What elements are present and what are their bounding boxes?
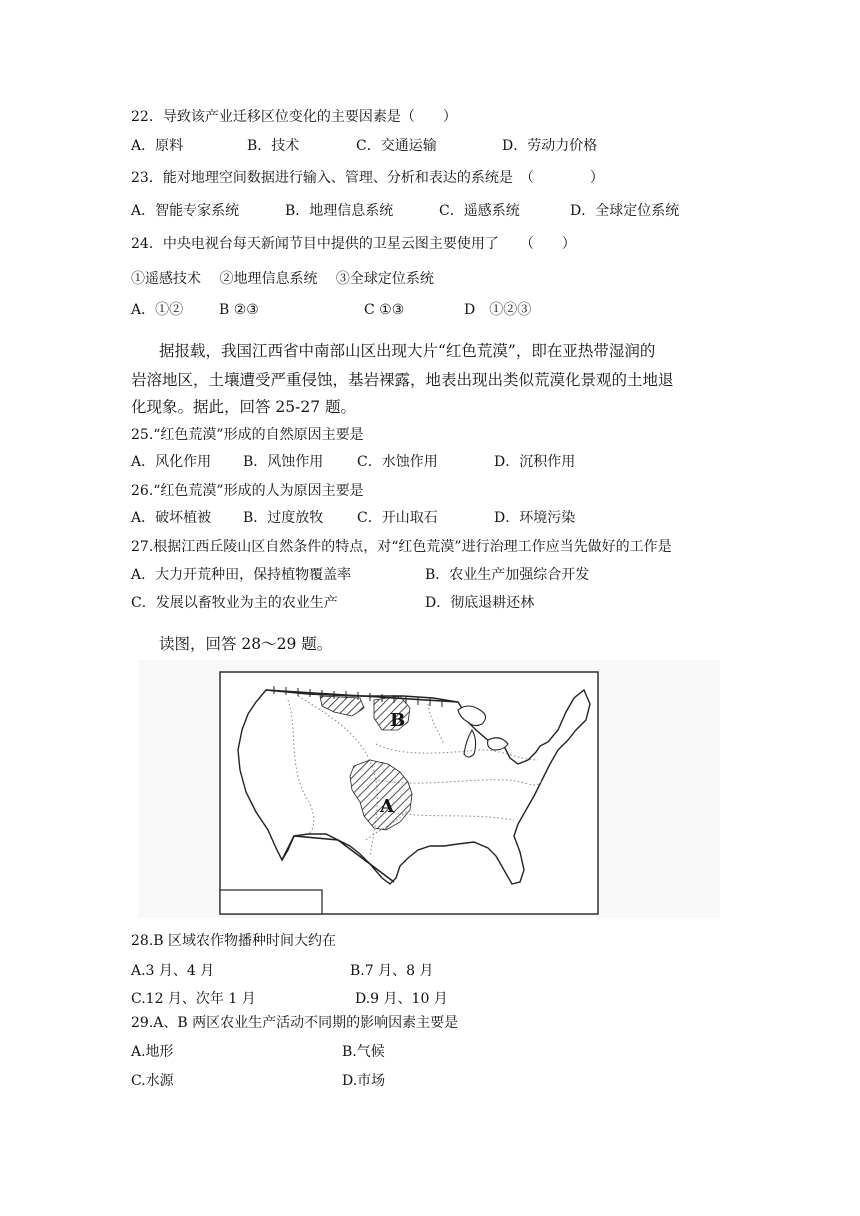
q27-stem: 27.根据江西丘陵山区自然条件的特点，对“红色荒漠”进行治理工作应当先做好的工作是	[131, 539, 672, 555]
q27-option-d[interactable]: D．彻底退耕还林	[425, 595, 535, 611]
q24-stem: 24．中央电视台每天新闻节目中提供的卫星云图主要使用了 （ ）	[131, 236, 576, 252]
q22-stem: 22．导致该产业迁移区位变化的主要因素是（ ）	[131, 109, 457, 125]
q27-option-a[interactable]: A．大力开荒种田，保持植物覆盖率	[131, 567, 352, 583]
q28-option-d[interactable]: D.9 月、10 月	[355, 991, 448, 1007]
q23-option-b[interactable]: B．地理信息系统	[285, 203, 394, 219]
q29-option-d[interactable]: D.市场	[342, 1073, 386, 1089]
map-inset-box	[220, 890, 322, 914]
q29-option-a[interactable]: A.地形	[131, 1044, 174, 1060]
passage-line-1: 据报载，我国江西省中南部山区出现大片“红色荒漠”，即在亚热带湿润的	[159, 342, 656, 360]
q25-option-d[interactable]: D．沉积作用	[494, 454, 576, 470]
q22-option-c[interactable]: C．交通运输	[356, 138, 437, 154]
q25-option-a[interactable]: A．风化作用	[131, 454, 212, 470]
q23-option-c[interactable]: C．遥感系统	[439, 203, 520, 219]
q25-option-b[interactable]: B．风蚀作用	[243, 454, 324, 470]
q23-option-d[interactable]: D．全球定位系统	[570, 203, 680, 219]
q26-option-c[interactable]: C．开山取石	[357, 510, 438, 526]
q28-stem: 28.B 区域农作物播种时间大约在	[131, 933, 337, 949]
q22-option-b[interactable]: B．技术	[247, 138, 300, 154]
q25-stem: 25.“红色荒漠”形成的自然原因主要是	[131, 427, 364, 443]
q28-option-a[interactable]: A.3 月、4 月	[131, 963, 215, 979]
map-intro: 读图，回答 28～29 题。	[159, 635, 333, 653]
q28-option-b[interactable]: B.7 月、8 月	[350, 963, 434, 979]
passage-line-3: 化现象。据此，回答 25-27 题。	[131, 398, 357, 416]
q24-option-a[interactable]: A．①②	[131, 302, 184, 318]
q25-option-c[interactable]: C．水蚀作用	[357, 454, 438, 470]
map-label-b: B	[390, 710, 406, 731]
q26-stem: 26.“红色荒漠”形成的人为原因主要是	[131, 483, 364, 499]
q24-option-c[interactable]: C ①③	[364, 302, 405, 318]
q24-option-b[interactable]: B ②③	[219, 302, 259, 318]
q28-option-c[interactable]: C.12 月、次年 1 月	[131, 991, 256, 1007]
q29-option-b[interactable]: B.气候	[342, 1044, 385, 1060]
q22-option-d[interactable]: D．劳动力价格	[502, 138, 598, 154]
q26-option-d[interactable]: D．环境污染	[494, 510, 576, 526]
passage-line-2: 岩溶地区，土壤遭受严重侵蚀，基岩裸露，地表出现出类似荒漠化景观的土地退	[131, 371, 674, 389]
map-label-a: A	[380, 796, 394, 817]
q24-option-d[interactable]: D ①②③	[464, 302, 532, 318]
q29-option-c[interactable]: C.水源	[131, 1073, 174, 1089]
q23-stem: 23．能对地理空间数据进行输入、管理、分析和表达的系统是 （ ）	[131, 170, 604, 186]
q27-option-c[interactable]: C．发展以畜牧业为主的农业生产	[131, 595, 338, 611]
q24-items: ①遥感技术 ②地理信息系统 ③全球定位系统	[131, 271, 434, 287]
q26-option-b[interactable]: B．过度放牧	[243, 510, 324, 526]
q29-stem: 29.A、B 两区农业生产活动不同期的影响因素主要是	[131, 1015, 459, 1031]
usa-map-figure	[138, 660, 720, 918]
q23-option-a[interactable]: A．智能专家系统	[131, 203, 240, 219]
q27-option-b[interactable]: B．农业生产加强综合开发	[425, 567, 590, 583]
q26-option-a[interactable]: A．破坏植被	[131, 510, 212, 526]
q22-option-a[interactable]: A．原料	[131, 138, 184, 154]
